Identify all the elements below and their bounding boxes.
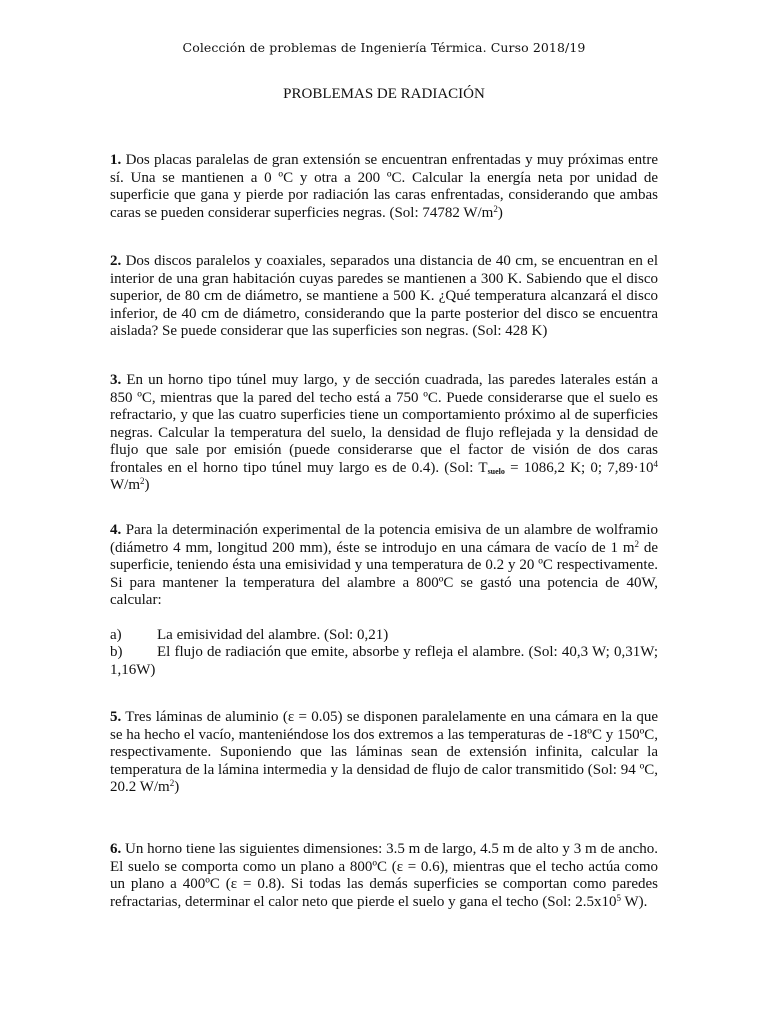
- sub-question-label: b): [110, 644, 123, 660]
- problem-text-3: W/m: [110, 477, 140, 493]
- problem-number: 3.: [110, 372, 122, 388]
- superscript-2: 2: [140, 476, 145, 486]
- problem-text-tail: ): [497, 204, 503, 221]
- sub-question-a: [110, 627, 658, 645]
- problem-number: 6.: [110, 841, 122, 857]
- problem-4: [110, 522, 658, 679]
- page-header: Colección de problemas de Ingeniería Térmica. Curso 2018/19: [182, 40, 586, 55]
- sub-question-b: [110, 644, 658, 679]
- problem-number: 4.: [110, 522, 122, 538]
- superscript: 2: [169, 778, 175, 788]
- problem-text: Dos placas paralelas de gran extensión se encuentran enfrentadas y muy próximas entre sí. Una se mantienen a 0 ºC y otra a 200 ºC. Calcular la energía neta por unidad de superficie que gana y pierde por radiación las caras enfrentadas, considerando que ambas caras se pueden considerar superficies negras. (Sol: 74782 W/m: [110, 152, 658, 221]
- problem-text: Dos discos paralelos y coaxiales, separados una distancia de 40 cm, se encuentran en el interior de una gran habitación cuyas paredes se mantienen a 300 K. Sabiendo que el disco superior, de 80 cm de diámetro, se mantiene a 500 K. ¿Qué temperatura alcanzará el disco inferior, de 40 cm de diámetro, considerando que la parte posterior del disco se encuentra aislada? Se puede considerar que las superficies son negras. (Sol: 428 K): [110, 253, 658, 339]
- superscript: 2: [493, 203, 498, 214]
- sub-question-text: El flujo de radiación que emite, absorbe y refleja el alambre. (Sol: 40,3 W; 0,31W; 1,16W): [110, 644, 658, 678]
- problem-2: [110, 253, 658, 341]
- problem-6: [110, 841, 658, 911]
- problem-number: 5.: [110, 709, 122, 725]
- problem-text: En un horno tipo túnel muy largo, y de sección cuadrada, las paredes laterales están a 850 ºC, mientras que la pared del techo está a 750 ºC. Puede considerarse que el suelo es refractario, y que las cuatro superficies tiene un comportamiento próximo al de superficies negras. Calcular la temperatura del suelo, la densidad de flujo reflejada y la densidad de flujo que sale por emisión (puede considerarse que el factor de visión de dos caras frontales en el horno tipo túnel muy largo es de 0.4). (Sol: T: [110, 372, 658, 476]
- problem-3: [110, 372, 658, 495]
- document-title: PROBLEMAS DE RADIACIÓN: [283, 86, 485, 102]
- problem-number: 1.: [110, 152, 122, 168]
- problem-1: [110, 152, 658, 222]
- sub-question-label: a): [110, 626, 122, 643]
- superscript: 5: [616, 892, 621, 903]
- problem-text-tail: ): [174, 779, 180, 795]
- problem-text-2: de superficie, teniendo ésta una emisividad y una temperatura de 0.2 y 20 ºC respectivamente. Si para mantener la temperatura del alambre a 800ºC se gastó una potencia de 40W, calcular:: [110, 539, 658, 608]
- superscript: 2: [634, 538, 639, 549]
- problem-text: Un horno tiene las siguientes dimensiones: 3.5 m de largo, 4.5 m de alto y 3 m de ancho. El suelo se comporta como un plano a 800ºC (ε = 0.6), mientras que el techo actúa como un plano a 400ºC (ε = 0.8). Si todas las demás superficies se comportan como paredes refractarias, determinar el calor neto que pierde el suelo y gana el techo (Sol: 2.5x10: [110, 841, 658, 910]
- problem-text-2: = 1086,2 K; 0; 7,89·10: [504, 459, 654, 476]
- problem-text-tail: W).: [620, 893, 648, 910]
- problem-text-tail: ): [144, 477, 150, 493]
- sub-question-text: La emisividad del alambre. (Sol: 0,21): [157, 626, 389, 643]
- problem-text: Para la determinación experimental de la potencia emisiva de un alambre de wolframio (diámetro 4 mm, longitud 200 mm), éste se introdujo en una cámara de vacío de 1 m: [110, 522, 658, 556]
- problem-5: [110, 709, 658, 797]
- superscript: 4: [653, 458, 659, 469]
- problem-body: [110, 522, 658, 610]
- problem-number: 2.: [110, 253, 122, 269]
- problem-text: Tres láminas de aluminio (ε = 0.05) se disponen paralelamente en una cámara en la que se ha hecho el vacío, manteniéndose los dos extremos a las temperaturas de -18ºC y 150ºC, respectivamente. Suponiendo que las láminas sean de extensión infinita, calcular la temperatura de la lámina intermedia y la densidad de flujo de calor transmitido (Sol: 94 ºC, 20.2 W/m: [110, 709, 658, 795]
- subscript: suelo: [487, 466, 505, 476]
